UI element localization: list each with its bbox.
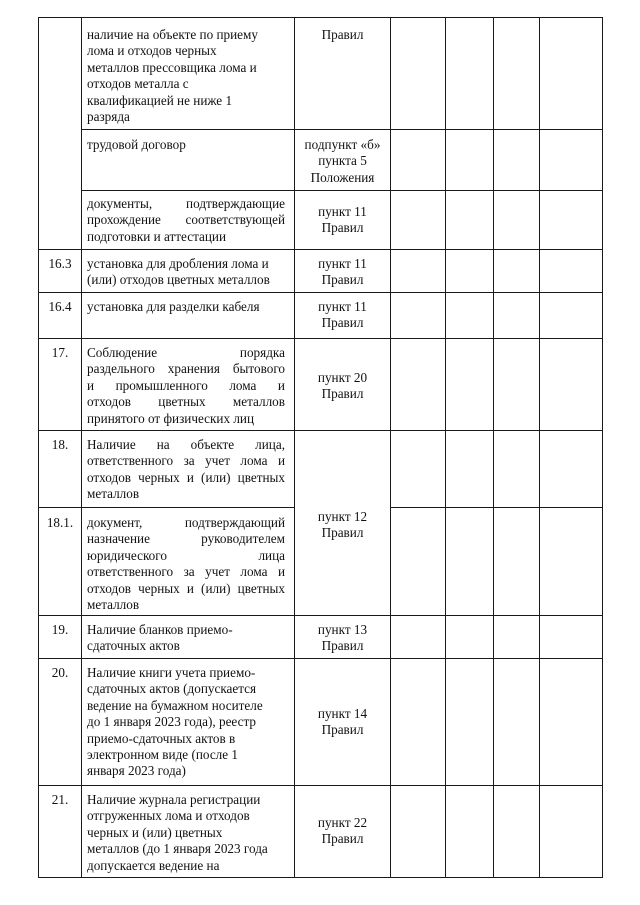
row-divider (38, 338, 602, 339)
row-divider (38, 430, 602, 431)
column-divider (445, 17, 446, 878)
row-divider (38, 292, 602, 293)
requirement-text: документ, подтверждающий назначение руководителем юридического лица ответственного за учет лома и отходов черных и (или) цветных металлов (87, 515, 285, 613)
legal-reference: пункт 22 Правил (317, 815, 368, 847)
requirement-text: Наличие бланков приемо- сдаточных актов (87, 622, 233, 654)
row-number: 20. (51, 665, 69, 680)
row-number: 16.3 (48, 256, 72, 271)
row-number: 18.1. (46, 515, 74, 530)
requirement-text: установка для разделки кабеля (87, 299, 260, 314)
row-divider (390, 507, 602, 508)
row-divider (81, 190, 602, 191)
table-border-bottom (38, 877, 602, 878)
row-number: 17. (51, 345, 69, 360)
column-divider (539, 17, 540, 878)
row-divider (81, 129, 602, 130)
row-number: 19. (51, 622, 69, 637)
legal-reference: пункт 14 Правил (317, 706, 368, 738)
row-divider (38, 507, 294, 508)
legal-reference: пункт 11 Правил (318, 299, 367, 331)
requirement-text: наличие на объекте по приему лома и отходов черных металлов прессовщика лома и отходов металла с квалификацией не ниже 1 разряда (87, 27, 258, 125)
requirement-text: установка для дробления лома и (или) отходов цветных металлов (87, 256, 270, 288)
legal-reference: пункт 12 Правил (317, 509, 368, 541)
row-number: 18. (51, 437, 69, 452)
requirement-text: документы, подтверждающие прохождение соответствующей подготовки и аттестации (87, 196, 285, 244)
legal-reference: пункт 11 Правил (318, 204, 367, 236)
row-divider (38, 658, 602, 659)
column-divider (81, 17, 82, 878)
legal-reference: пункт 11 Правил (318, 256, 367, 288)
row-number: 16.4 (48, 299, 72, 314)
legal-reference: пункт 20 Правил (317, 370, 368, 402)
requirement-text: трудовой договор (87, 137, 186, 152)
row-divider (38, 615, 602, 616)
column-divider (390, 17, 391, 878)
requirement-text: Наличие на объекте лица, ответственного за учет лома и отходов черных и (или) цветных металлов (87, 437, 285, 502)
row-divider (38, 249, 602, 250)
row-number: 21. (51, 792, 69, 807)
table-border-top (38, 17, 602, 18)
table-border-right (602, 17, 603, 878)
row-divider (38, 785, 602, 786)
requirement-text: Соблюдение порядка раздельного хранения бытового и промышленного лома и отходов цветных металлов принятого от физических лиц (87, 345, 285, 426)
requirement-text: Наличие книги учета приемо- сдаточных актов (допускается ведение на бумажном носителе до 1 января 2023 года), реестр приемо-сдаточных актов в электронном виде (после 1 января 2023 года) (87, 665, 263, 779)
requirement-text: Наличие журнала регистрации отгруженных лома и отходов черных и (или) цветных металлов (до 1 января 2023 года допускается ведение на (87, 792, 268, 873)
column-divider (493, 17, 494, 878)
legal-reference: пункт 13 Правил (317, 622, 368, 654)
legal-reference: Правил (321, 27, 364, 42)
legal-reference: подпункт «б» пункта 5 Положения (304, 137, 381, 185)
